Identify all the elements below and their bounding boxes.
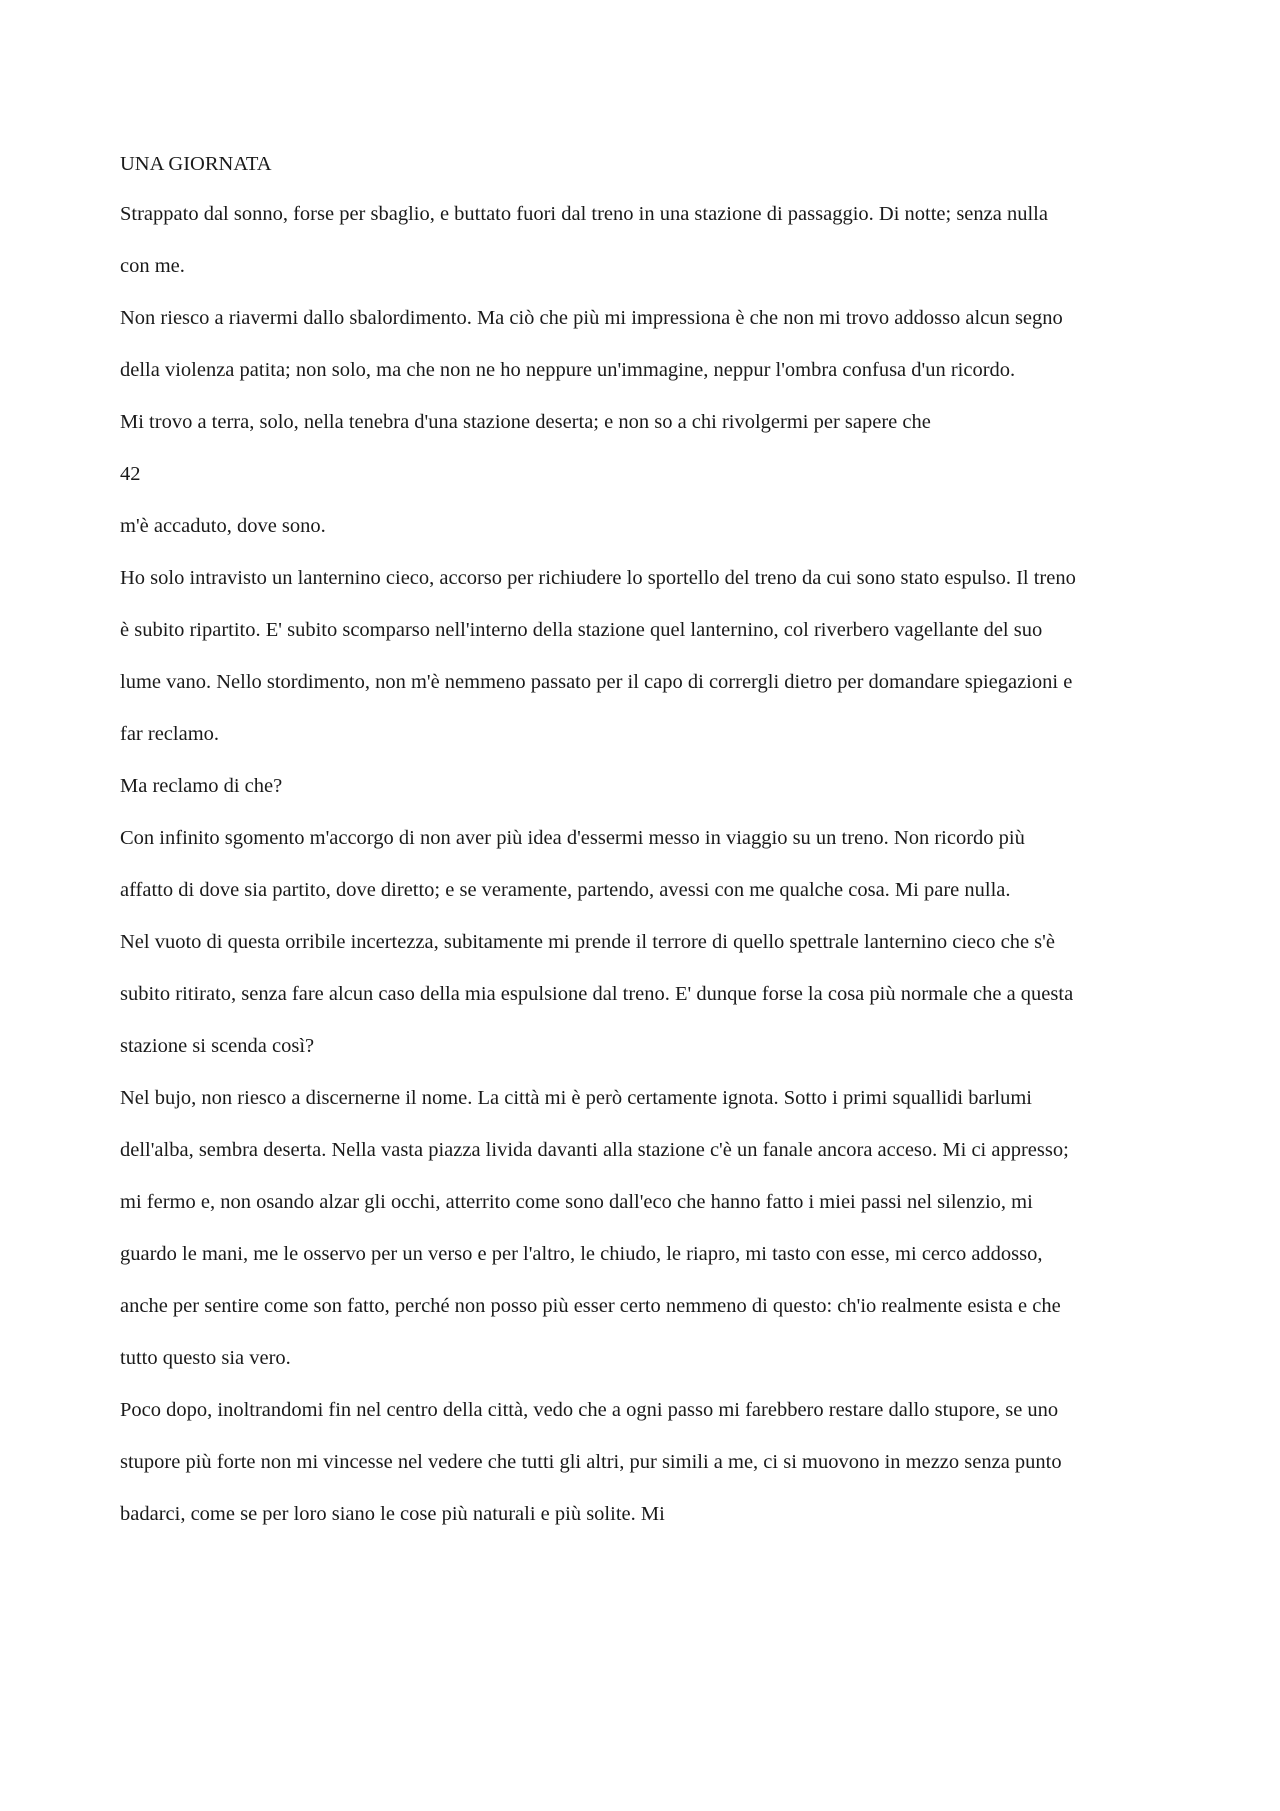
document-title: UNA GIORNATA (120, 153, 272, 175)
paragraph: Nel bujo, non riesco a discernerne il nome. La città mi è però certamente ignota. Sotto i primi squallidi barlumi dell'alba, sembra deserta. Nella vasta piazza livida davanti alla stazione c'è un fanale ancora acceso. Mi ci appresso; mi fermo e, non osando alzar gli occhi, atterrito come sono dall'eco che hanno fatto i miei passi nel silenzio, mi guardo le mani, me le osservo per un verso e per l'altro, le chiudo, le riapro, mi tasto con esse, mi cerco addosso, anche per sentire come son fatto, perché non posso più esser certo nemmeno di questo: ch'io realmente esista e che tutto questo sia vero. (120, 1087, 1069, 1369)
paragraph: m'è accaduto, dove sono. (120, 515, 326, 537)
paragraph: Con infinito sgomento m'accorgo di non aver più idea d'essermi messo in viaggio su un treno. Non ricordo più affatto di dove sia partito, dove diretto; e se veramente, partendo, avessi con me qualche cosa. Mi pare nulla. (120, 827, 1025, 901)
paragraph: Ma reclamo di che? (120, 775, 283, 797)
paragraph: Poco dopo, inoltrandomi fin nel centro della città, vedo che a ogni passo mi farebbero restare dallo stupore, se uno stupore più forte non mi vincesse nel vedere che tutti gli altri, pur simili a me, ci si muovono in mezzo senza punto badarci, come se per loro siano le cose più naturali e più solite. Mi (120, 1399, 1062, 1525)
paragraph: Ho solo intravisto un lanternino cieco, accorso per richiudere lo sportello del treno da cui sono stato espulso. Il treno è subito ripartito. E' subito scomparso nell'interno della stazione quel lanternino, col riverbero vagellante del suo lume vano. Nello stordimento, non m'è nemmeno passato per il capo di corrergli dietro per domandare spiegazioni e far reclamo. (120, 567, 1076, 745)
paragraph: Mi trovo a terra, solo, nella tenebra d'una stazione deserta; e non so a chi rivolgermi per sapere che (120, 411, 931, 433)
page-number: 42 (120, 463, 141, 485)
paragraph: Non riesco a riavermi dallo sbalordimento. Ma ciò che più mi impressiona è che non mi trovo addosso alcun segno della violenza patita; non solo, ma che non ne ho neppure un'immagine, neppur l'ombra confusa d'un ricordo. (120, 307, 1063, 381)
paragraph: Nel vuoto di questa orribile incertezza, subitamente mi prende il terrore di quello spettrale lanternino cieco che s'è subito ritirato, senza fare alcun caso della mia espulsione dal treno. E' dunque forse la cosa più normale che a questa stazione si scenda così? (120, 931, 1074, 1057)
document-body (120, 148, 1080, 1540)
paragraph: Strappato dal sonno, forse per sbaglio, e buttato fuori dal treno in una stazione di passaggio. Di notte; senza nulla con me. (120, 203, 1048, 277)
